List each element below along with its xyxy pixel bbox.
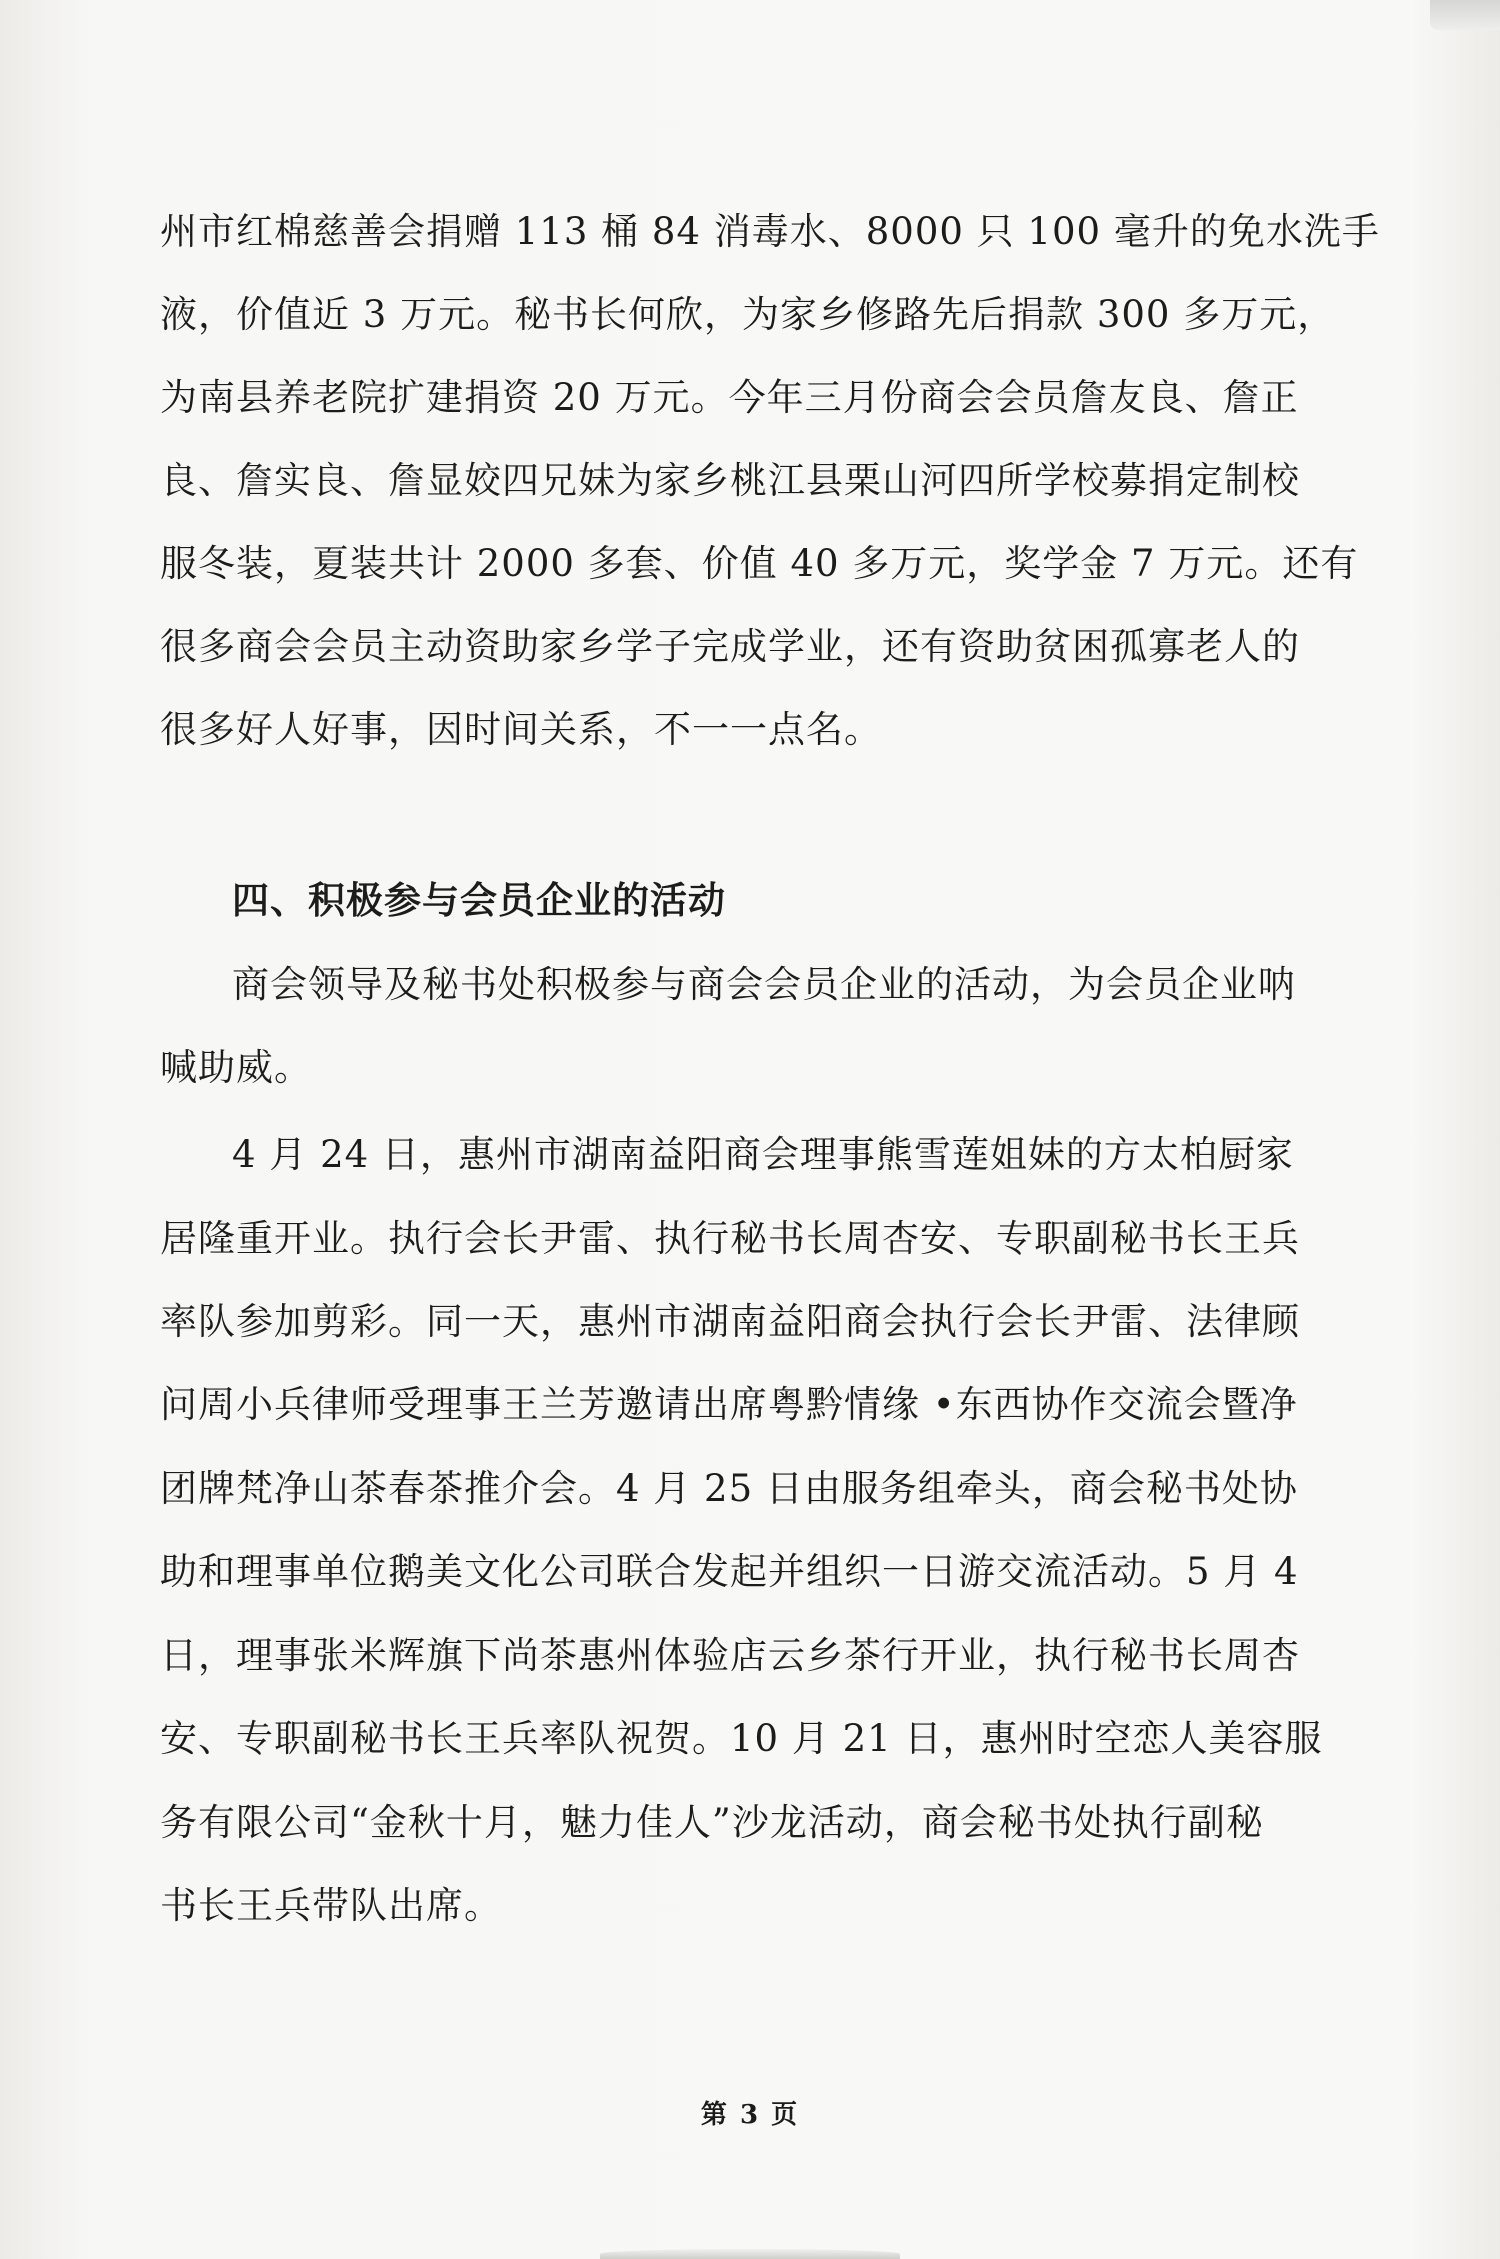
paragraph-line: 良、詹实良、詹显姣四兄妹为家乡桃江县栗山河四所学校募捐定制校 [160,459,1300,502]
paragraph-line: 率队参加剪彩。同一天，惠州市湖南益阳商会执行会长尹雷、法律顾 [160,1300,1300,1343]
page-number: 第 3 页 [700,2100,800,2130]
paragraph-line: 服冬装，夏装共计 2000 多套、价值 40 多万元，奖学金 7 万元。还有 [160,542,1359,585]
section-heading: 四、积极参与会员企业的活动 [232,878,726,922]
paragraph-line: 商会领导及秘书处积极参与商会会员企业的活动，为会员企业呐 [232,963,1296,1006]
paragraph-line: 居隆重开业。执行会长尹雷、执行秘书长周杏安、专职副秘书长王兵 [160,1217,1300,1260]
paragraph-line: 喊助威。 [160,1046,312,1089]
paragraph-line: 助和理事单位鹅美文化公司联合发起并组织一日游交流活动。5 月 4 [160,1550,1299,1593]
paragraph-line: 书长王兵带队出席。 [160,1884,502,1927]
paragraph-line: 团牌梵净山茶春茶推介会。4 月 25 日由服务组牵头，商会秘书处协 [160,1467,1298,1510]
scan-corner-mark [1430,0,1500,30]
paragraph-line: 务有限公司“金秋十月，魅力佳人”沙龙活动，商会秘书处执行副秘 [160,1801,1264,1844]
paragraph-line: 问周小兵律师受理事王兰芳邀请出席粤黔情缘 •东西协作交流会暨净 [160,1383,1298,1426]
paragraph-line: 4 月 24 日，惠州市湖南益阳商会理事熊雪莲姐妹的方太柏厨家 [232,1133,1294,1176]
paragraph-line: 液，价值近 3 万元。秘书长何欣，为家乡修路先后捐款 300 多万元， [160,293,1336,336]
paragraph-line: 安、专职副秘书长王兵率队祝贺。10 月 21 日，惠州时空恋人美容服 [160,1717,1323,1760]
paragraph-line: 很多商会会员主动资助家乡学子完成学业，还有资助贫困孤寡老人的 [160,625,1300,668]
paragraph-line: 日，理事张米辉旗下尚茶惠州体验店云乡茶行开业，执行秘书长周杏 [160,1634,1300,1677]
scan-bottom-mark [600,2249,900,2259]
paragraph-line: 为南县养老院扩建捐资 20 万元。今年三月份商会会员詹友良、詹正 [160,376,1299,419]
paragraph-line: 州市红棉慈善会捐赠 113 桶 84 消毒水、8000 只 100 毫升的免水洗手 [160,210,1380,253]
paragraph-line: 很多好人好事，因时间关系，不一一点名。 [160,708,882,751]
